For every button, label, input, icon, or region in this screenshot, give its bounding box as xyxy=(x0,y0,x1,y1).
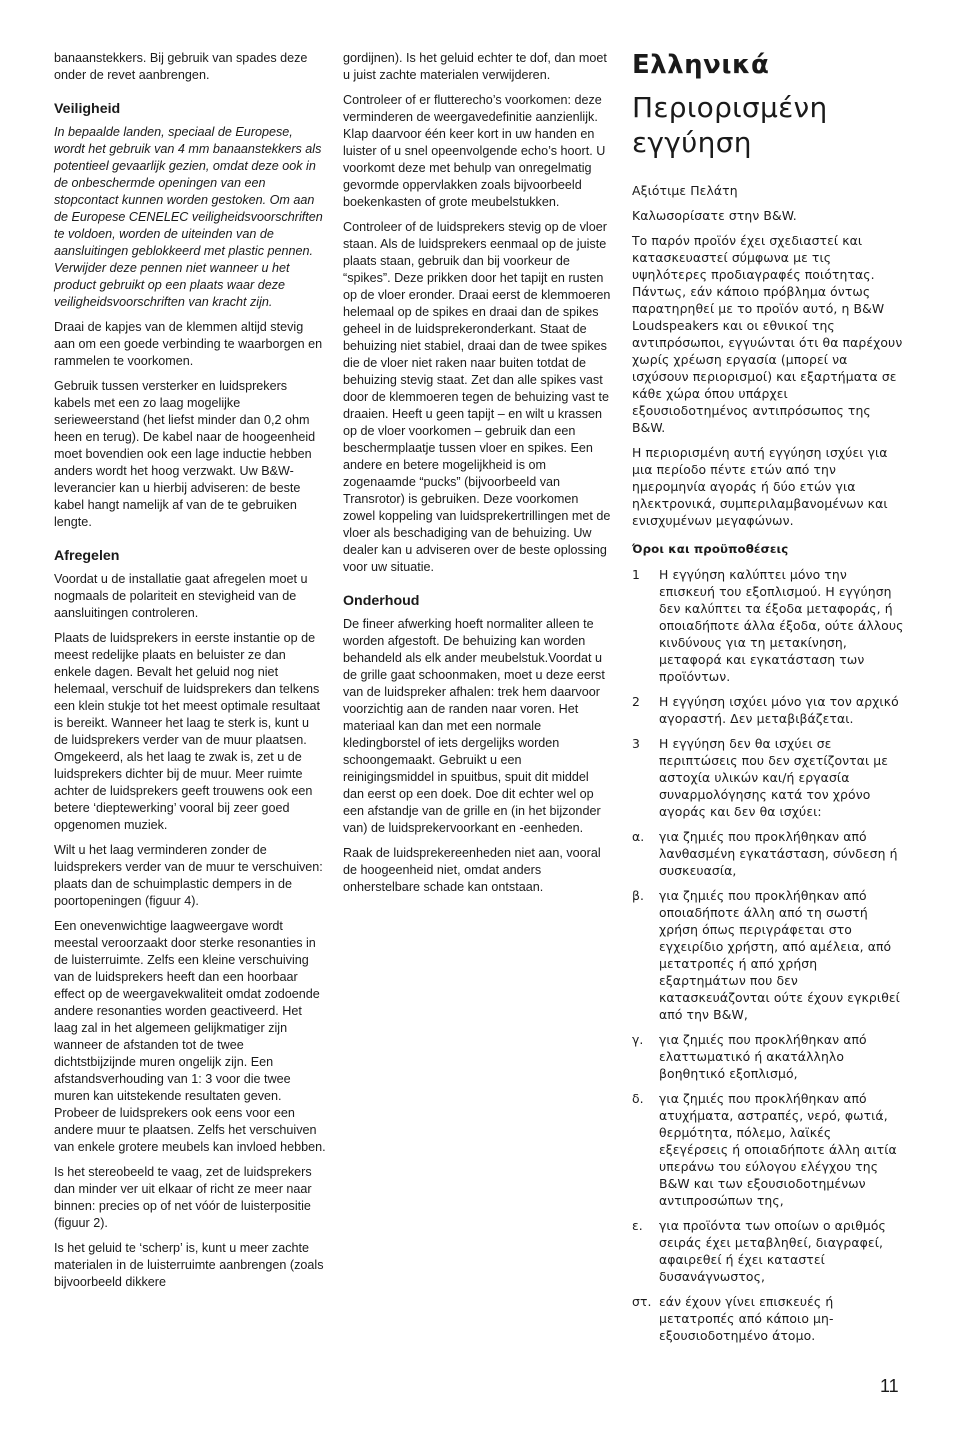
paragraph: Draai de kapjes van de klemmen altijd stevig aan om een goede verbinding te waarborgen en rammelen te voorkomen. xyxy=(54,320,323,368)
list-item-number: α. xyxy=(632,829,645,844)
paragraph: Een onevenwichtige laagweergave wordt meestal veroorzaakt door sterke resonanties in de luisterruimte. Zelfs een kleine verschuiving van de luidsprekers heeft dan een hoorbaar effect op de weergavekwaliteit omdat zodoende andere resonanties worden geactiveerd. Het laag zal in het algemeen gelijkmatiger zijn wanneer de afstanden tot de twee dichtstbijzijnde muren ongelijk zijn. Een afstandsverhouding van 1: 3 voor die twee muren kan uitstekende resultaten geven. Probeer de luidsprekers ook eens voor een andere muur te plaatsen. Zelfs het verschuiven van enkele grotere meubels kan invloed hebben. xyxy=(54,919,326,1154)
terms-list-item xyxy=(632,566,904,685)
paragraph: gordijnen). Is het geluid echter te dof, dan moet u juist zachte materialen verwijderen. xyxy=(343,51,607,82)
heading-maintenance: Onderhoud xyxy=(343,593,420,609)
list-item-text: για ζημιές που προκλήθηκαν από ελαττωματικό ή ακατάλληλο βοηθητικό εξοπλισμό, xyxy=(659,1032,867,1081)
paragraph-period: Η περιορισμένη αυτή εγγύηση ισχύει για μια περίοδο πέντε ετών από την ημερομηνία αγοράς ή δύο ετών για ηλεκτρονικά, συμπεριλαμβανομένων και ενισχυμένων μεγαφώνων. xyxy=(632,445,888,528)
paragraph: Controleer of de luidsprekers stevig op de vloer staan. Als de luidsprekers eenmaal op de juiste plaats staan, gebruik dan bij voorkeur de “spikes”. Deze prikken door het tapijt en rusten op de vloer eronder. Draai eerst de klemmoeren helemaal op de spikes en draai dan de spikes geheel in de luidsprekeronderkant. Staat de behuizing niet stabiel, draai dan de twee spikes die de vloer niet raken naar buiten totdat de behuizing stevig staat. Zet dan alle spikes vast door de klemmoeren tegen de behuizing vast te draaien. Heeft u geen tapijt – en wilt u krassen op de vloer voorkomen – gebruik dan een beschermplaatje tussen vloer en spikes. Een andere en betere mogelijkheid is om zogenaamde “pucks” (bijvoorbeeld van Transrotor) is gebruiken. Deze voorkomen zowel koppeling van luidsprekertrillingen met de vloer als beschadiging van de behuizing. Uw dealer kan u adviseren over de beste oplossing voor uw situatie. xyxy=(343,220,611,574)
heading-safety: Veiligheid xyxy=(54,101,121,117)
paragraph: Plaats de luidsprekers in eerste instantie op de meest redelijke plaats en beluister ze dan enkele dagen. Bevalt het geluid nog niet helemaal, verschuif de luidsprekers dan telkens een klein stukje tot het meest optimale resultaat is bereikt. Wanneer het laag te sterk is, kunt u de luidsprekers verder van de muur plaatsen. Omgekeerd, als het laag te zwak is, zet u de luidsprekers dichter bij de muur. Meer ruimte achter de luidsprekers geeft trouwens ook een betere ‘dieptewerking’ vooral bij zeer goed opgenomen muziek. xyxy=(54,631,321,832)
terms-list xyxy=(632,566,904,1344)
list-item-text: για ζημιές που προκλήθηκαν από λανθασμένη εγκατάσταση, σύνδεση ή συσκευασία, xyxy=(659,829,898,878)
welcome: Καλωσορίσατε στην B&W. xyxy=(632,208,797,223)
paragraph: Controleer of er flutterecho’s voorkomen: deze verminderen de weergavedefinitie aanzienlijk. Klap daarvoor één keer kort in uw handen en luister of u snel opeenvolgende echo’s hoort. U voorkomt deze met behulp van onregelmatig gevormde oppervlakken zoals bijvoorbeeld boekenkasten of grote meubelstukken. xyxy=(343,93,606,209)
list-item-text: Η εγγύηση καλύπτει μόνο την επισκευή του εξοπλισμού. Η εγγύηση δεν καλύπτει τα έξοδα μεταφοράς, ή οποιαδήποτε άλλα έξοδα, ούτε άλλους κινδύνους για τη μετακίνηση, μεταφορά και εγκατάσταση των προϊόντων. xyxy=(659,567,904,684)
terms-list-item xyxy=(632,1293,904,1344)
paragraph: De fineer afwerking hoeft normaliter alleen te worden afgestoft. De behuizing kan worden behandeld als elk ander meubelstuk.Voordat u de grille gaat schoonmaken, moet u deze eerst van de luidspreker afhalen: trek hem daarvoor voorzichtig aan de randen naar voren. Het materiaal kan dan met een normale kledingborstel of iets dergelijks worden schoongemaakt. Gebruikt u een reinigingsmiddel in spuitbus, spuit dit middel dan eerst op een doek. Doe dit echter wel op een afstandje van de grille en (in het bijzonder van) de luidsprekervoorkant en -eenheden. xyxy=(343,617,605,835)
heading-tuning: Afregelen xyxy=(54,548,120,564)
column-greek xyxy=(632,50,904,1352)
language-title: Ελληνικά xyxy=(632,50,770,80)
list-item-number: 1 xyxy=(632,567,640,582)
list-item-number: β. xyxy=(632,888,645,903)
list-item-text: Η εγγύηση δεν θα ισχύει σε περιπτώσεις που δεν σχετίζονται με αστοχία υλικών και/ή εργασία συναρμολόγησης κατά τον χρόνο αγοράς και δεν θα ισχύει: xyxy=(659,736,889,819)
terms-list-item xyxy=(632,1031,904,1082)
paragraph: Voordat u de installatie gaat afregelen moet u nogmaals de polariteit en stevigheid van de aansluitingen controleren. xyxy=(54,572,308,620)
terms-heading: Όροι και προϋποθέσεις xyxy=(632,542,789,556)
paragraph: Wilt u het laag verminderen zonder de luidsprekers verder van de muur te verschuiven: plaats dan de schuimplastic dempers in de poortopeningen (figuur 4). xyxy=(54,843,323,908)
list-item-number: στ. xyxy=(632,1294,652,1309)
terms-list-item xyxy=(632,1090,904,1209)
list-item-number: δ. xyxy=(632,1091,644,1106)
paragraph: Raak de luidsprekereenheden niet aan, vooral de hoogeenheid niet, omdat anders onherstelbare schade kan ontstaan. xyxy=(343,846,601,894)
paragraph: Is het stereobeeld te vaag, zet de luidsprekers dan minder ver uit elkaar of richt ze meer naar binnen: precies op of net vóór de luisterpositie (figuur 2). xyxy=(54,1165,312,1230)
paragraph: Is het geluid te ‘scherp’ is, kunt u meer zachte materialen in de luisterruimte aanbrengen (zoals bijvoorbeeld dikkere xyxy=(54,1241,324,1289)
list-item-text: για ζημιές που προκλήθηκαν από οποιαδήποτε άλλη από τη σωστή χρήση όπως περιγράφεται στο εγχειρίδιο χρήστη, από αμέλεια, από μετατροπές ή από χρήση εξαρτημάτων που δεν κατασκευάζονται ούτε έχουν εγκριθεί από την B&W, xyxy=(659,888,900,1022)
paragraph-safety-note: In bepaalde landen, speciaal de Europese, wordt het gebruik van 4 mm banaanstekkers als potentieel gevaarlijk gezien, omdat deze ook in de onbeschermde openingen van een stopcontact kunnen worden gestoken. Om aan de Europese CENELEC veiligheidsvoorschriften te voldoen, worden de uiteinden van de aansluitingen geblokkeerd met plastic pennen. Verwijder deze pennen niet wanneer u het product gebruikt op een plaats waar deze veiligheidsvoorschriften van kracht zijn. xyxy=(54,125,323,309)
column-dutch-middle xyxy=(343,50,613,904)
list-item-text: Η εγγύηση ισχύει μόνο για τον αρχικό αγοραστή. Δεν μεταβιβάζεται. xyxy=(659,694,899,726)
list-item-text: για ζημιές που προκλήθηκαν από ατυχήματα, αστραπές, νερό, φωτιά, θερμότητα, πόλεμο, λαϊκές εξεγέρσεις ή οποιαδήποτε άλλη αιτία υπεράνω του εύλογου ελέγχου της B&W και των εξουσιοδοτημένων αντιπροσώπων της, xyxy=(659,1091,897,1208)
terms-list-item xyxy=(632,887,904,1023)
column-dutch-left xyxy=(54,50,326,1299)
list-item-number: 3 xyxy=(632,736,640,751)
list-item-number: 2 xyxy=(632,694,640,709)
paragraph: Gebruik tussen versterker en luidsprekers kabels met een zo laag mogelijke serieweerstand (het liefst minder dan 0,2 ohm heen en terug). De kabel naar de hoogeenheid moet bovendien ook een lage inductie hebben anders wordt het hoog verzwakt. Uw B&W-leverancier kan u hierbij adviseren: de beste kabel hangt namelijk af van de te gebruiken lengte. xyxy=(54,379,316,529)
terms-list-item xyxy=(632,1217,904,1285)
terms-list-item xyxy=(632,693,904,727)
warranty-title: Περιορισμένη εγγύηση xyxy=(632,91,828,159)
list-item-number: ε. xyxy=(632,1218,643,1233)
paragraph: banaanstekkers. Bij gebruik van spades deze onder de revet aanbrengen. xyxy=(54,51,308,82)
terms-list-item xyxy=(632,828,904,879)
paragraph-intro: Το παρόν προϊόν έχει σχεδιαστεί και κατασκευαστεί σύμφωνα με τις υψηλότερες προδιαγραφές ποιότητας. Πάντως, εάν κάποιο πρόβλημα όντως παρατηρηθεί με το προϊόν αυτό, η B&W Loudspeakers και οι εθνικοί της αντιπρόσωποι, εγγυώνται ότι θα παρέχουν χωρίς χρέωση εργασία (μπορεί να ισχύσουν περιορισμοί) και εξαρτήματα σε κάθε χώρα όπου υπάρχει εξουσιοδοτημένος αντιπρόσωπος της B&W. xyxy=(632,233,903,435)
list-item-text: για προϊόντα των οποίων ο αριθμός σειράς έχει μεταβληθεί, διαγραφεί, αφαιρεθεί ή έχει καταστεί δυσανάγνωστος, xyxy=(659,1218,886,1284)
list-item-text: εάν έχουν γίνει επισκευές ή μετατροπές από κάποιο μη-εξουσιοδοτημένο άτομο. xyxy=(659,1294,834,1343)
terms-list-item xyxy=(632,735,904,820)
list-item-number: γ. xyxy=(632,1032,644,1047)
greeting: Αξιότιμε Πελάτη xyxy=(632,183,738,198)
page-number: 11 xyxy=(880,1376,899,1396)
